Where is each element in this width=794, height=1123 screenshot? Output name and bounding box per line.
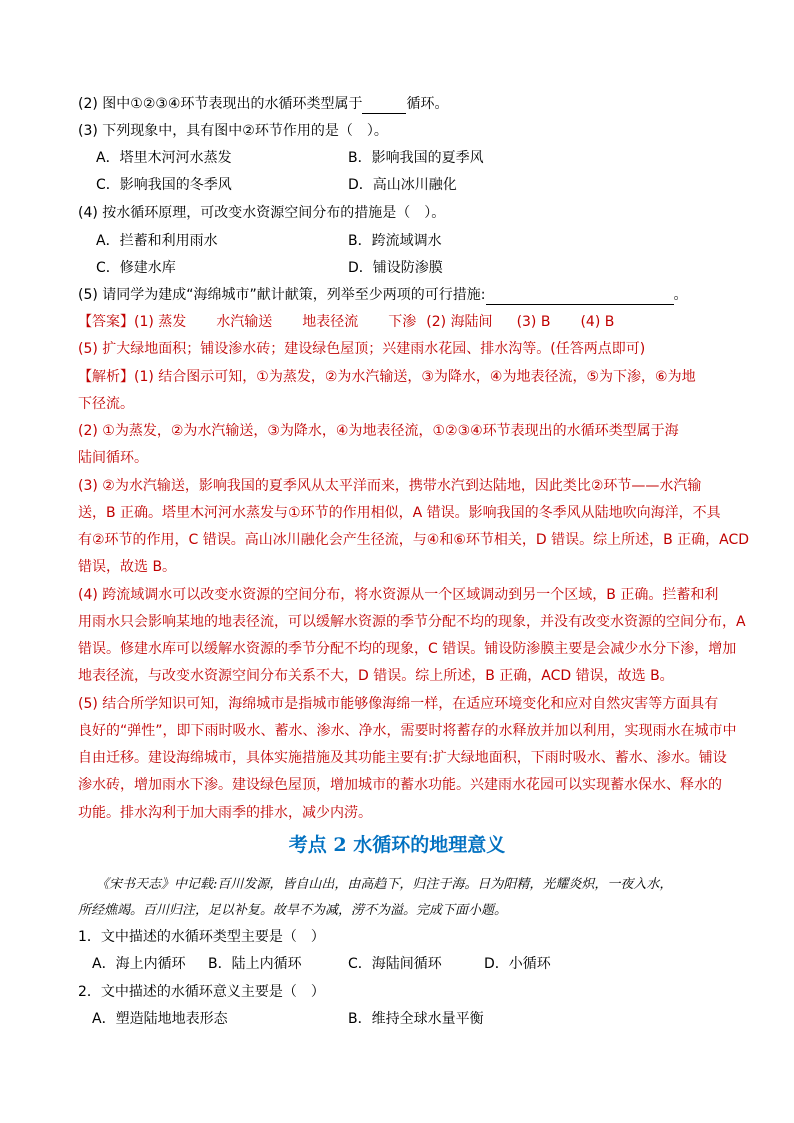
question-4-stem: (4) 按水循环原理，可改变水资源空间分布的措施是（ ）。 (78, 205, 446, 221)
question-2-suffix: 循环。 (406, 96, 449, 112)
subquestion-2-option-b: B．维持全球水量平衡 (348, 1011, 484, 1027)
question-2 (78, 94, 448, 114)
answer-1c: 地表径流 (302, 314, 359, 330)
analysis-line-13: (5) 结合所学知识可知，海绵城市是指城市能够像海绵一样，在适应环境变化和应对自然灾害等方面具有 (78, 696, 719, 712)
analysis-line-14: 良好的“弹性”，即下雨时吸水、蓄水、渗水、净水，需要时将蓄存的水释放并加以利用，实现雨水在城市中 (78, 723, 737, 739)
subquestion-1-stem: 1．文中描述的水循环类型主要是（ ） (78, 929, 325, 945)
question-3-option-a: A．塔里木河河水蒸发 (96, 150, 232, 166)
analysis-line-15: 自由迁移。建设海绵城市，具体实施措施及其功能主要有:扩大绿地面积，下雨时吸水、蓄水、渗水。铺设 (78, 750, 727, 766)
question-2-blank[interactable] (362, 97, 406, 114)
question-4-option-d: D．铺设防渗膜 (348, 260, 443, 276)
analysis-line-12: 地表径流，与改变水资源空间分布关系不大，D 错误。综上所述，B 正确，ACD 错误，故选 B。 (78, 668, 674, 684)
answer-line-2: (5) 扩大绿地面积；铺设渗水砖；建设绿色屋顶；兴建雨水花园、排水沟等。(任答两点即可) (78, 341, 646, 357)
quote-line-1: 《宋书天志》中记载:百川发源，皆自山出，由高趋下，归注于海。日为阳精，光耀炎炽，一夜入水， (96, 877, 673, 892)
subquestion-2-stem: 2．文中描述的水循环意义主要是（ ） (78, 984, 325, 1000)
answer-4: (4) B (580, 314, 615, 330)
answer-1a: (1) 蒸发 (134, 314, 187, 330)
question-3-stem: (3) 下列现象中，具有图中②环节作用的是（ ）。 (78, 123, 388, 139)
analysis-line-7: 有②环节的作用，C 错误。高山冰川融化会产生径流，与④和⑥环节相关，D 错误。综上所述，B 正确，ACD (78, 532, 750, 548)
answer-1b: 水汽输送 (216, 314, 273, 330)
analysis-line-1 (78, 367, 696, 387)
question-4-option-a: A．拦蓄和利用雨水 (96, 233, 218, 249)
analysis-line-2: 下径流。 (78, 396, 134, 412)
subquestion-1-option-b: B．陆上内循环 (208, 956, 302, 972)
analysis-line-10: 用雨水只会影响某地的地表径流，可以缓解水资源的季节分配不均的现象，并没有改变水资源的空间分布，A (78, 614, 746, 630)
question-3-option-b: B．影响我国的夏季风 (348, 150, 484, 166)
question-4-option-c: C．修建水库 (96, 260, 176, 276)
analysis-line-8: 错误，故选 B。 (78, 559, 177, 575)
question-5-blank[interactable] (486, 288, 674, 305)
subquestion-1-option-d: D．小循环 (484, 956, 551, 972)
subquestion-1-option-a: A．海上内循环 (92, 956, 186, 972)
analysis-line-9: (4) 跨流域调水可以改变水资源的空间分布，将水资源从一个区域调动到另一个区域，B 正确。拦蓄和利 (78, 587, 719, 603)
section-title: 考点 2 水循环的地理意义 (288, 834, 506, 856)
analysis-line-16: 渗水砖，增加雨水下渗。建设绿色屋顶，增加城市的蓄水功能。兴建雨水花园可以实现蓄水保水、释水的 (78, 777, 722, 793)
answer-2: (2) 海陆间 (426, 314, 493, 330)
analysis-line-4: 陆间循环。 (78, 450, 148, 466)
question-5-prefix: (5) 请同学为建成“海绵城市”献计献策，列举至少两项的可行措施: (78, 287, 486, 303)
question-4-option-b: B．跨流域调水 (348, 233, 442, 249)
question-3-option-c: C．影响我国的冬季风 (96, 177, 232, 193)
answer-tag: 【答案】 (78, 314, 134, 330)
analysis-line-11: 错误。修建水库可以缓解水资源的季节分配不均的现象，C 错误。铺设防渗膜主要是会减少水分下渗，增加 (78, 641, 737, 657)
question-2-prefix: (2) 图中①②③④环节表现出的水循环类型属于 (78, 96, 363, 112)
question-5 (78, 285, 688, 305)
subquestion-1-option-c: C．海陆间循环 (348, 956, 442, 972)
analysis-line-5: (3) ②为水汽输送，影响我国的夏季风从太平洋而来，携带水汽到达陆地，因此类比②环节——水汽输 (78, 478, 702, 494)
analysis-line-3: (2) ①为蒸发，②为水汽输送，③为降水，④为地表径流，①②③④环节表现出的水循环类型属于海 (78, 423, 679, 439)
subquestion-2-option-a: A．塑造陆地地表形态 (92, 1011, 228, 1027)
analysis-line-17: 功能。排水沟利于加大雨季的排水，减少内涝。 (78, 805, 372, 821)
answer-line-1 (78, 312, 614, 332)
question-5-suffix: 。 (673, 287, 688, 303)
analysis-line-6: 送，B 正确。塔里木河河水蒸发与①环节的作用相似，A 错误。影响我国的冬季风从陆地吹向海洋，不具 (78, 505, 721, 521)
answer-3: (3) B (516, 314, 551, 330)
quote-line-2: 所经燋竭。百川归注，足以补复。故旱不为减，涝不为溢。完成下面小题。 (78, 903, 508, 918)
analysis-tag: 【解析】 (78, 369, 134, 385)
analysis-text-1: (1) 结合图示可知，①为蒸发，②为水汽输送，③为降水，④为地表径流，⑤为下渗，⑥为地 (134, 369, 696, 385)
answer-1d: 下渗 (388, 314, 417, 330)
question-3-option-d: D．高山冰川融化 (348, 177, 457, 193)
